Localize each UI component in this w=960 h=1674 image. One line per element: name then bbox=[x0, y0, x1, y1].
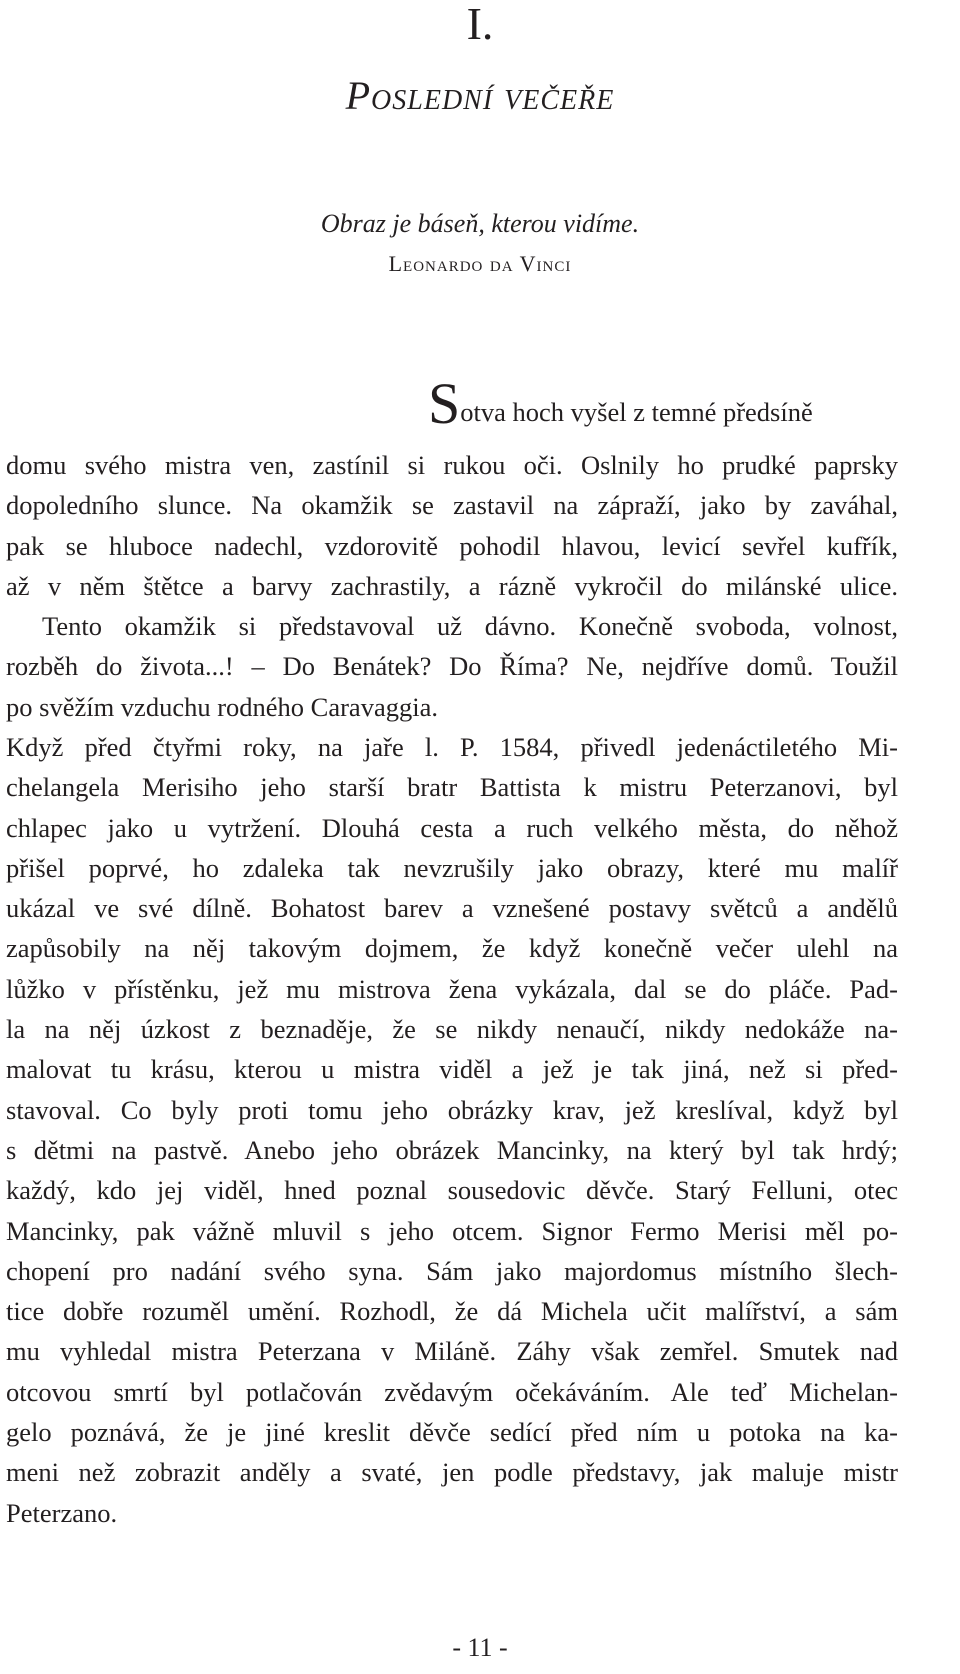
text-line: chopení pro nadání svého syna. Sám jako majordomus místního šlech- bbox=[6, 1255, 898, 1286]
chapter-title: Poslední večeře bbox=[345, 73, 615, 118]
text-line: gelo poznává, že je jiné kreslit děvče sedící před ním u potoka na ka- bbox=[6, 1417, 898, 1448]
epigraph-author: Leonardo da Vinci bbox=[388, 251, 572, 276]
text-line: přišel poprvé, ho zdaleka tak nevzrušily jako obrazy, které mu malíř bbox=[6, 852, 898, 883]
text-line: až v něm štětce a barvy zachrastily, a rázně vykročil do milánské ulice. bbox=[6, 570, 898, 601]
text-line: po svěžím vzduchu rodného Caravaggia. bbox=[6, 691, 438, 722]
page-number: - 11 - bbox=[452, 1633, 508, 1662]
text-line: tice dobře rozuměl umění. Rozhodl, že dá Michela učit malířství, a sám bbox=[6, 1296, 898, 1327]
text-line: Tento okamžik si představoval už dávno. Konečně svoboda, volnost, bbox=[42, 611, 898, 642]
opening-line bbox=[428, 371, 898, 436]
text-line: s dětmi na pastvě. Anebo jeho obrázek Mancinky, na který byl tak hrdý; bbox=[6, 1134, 898, 1165]
text-line: každý, kdo jej viděl, hned poznal sousedovic děvče. Starý Felluni, otec bbox=[6, 1175, 898, 1206]
epigraph bbox=[0, 204, 960, 284]
text-line: malovat tu krásu, kterou u mistra viděl a jež je tak jiná, než si před- bbox=[6, 1054, 898, 1085]
text-line: Peterzano. bbox=[6, 1497, 118, 1528]
text-line: chlapec jako u vytržení. Dlouhá cesta a ruch velkého města, do něhož bbox=[6, 812, 898, 843]
text-line: meni než zobrazit anděly a svaté, jen podle představy, jak maluje mistr bbox=[6, 1457, 898, 1488]
text-line: Když před čtyřmi roky, na jaře l. P. 1584, přivedl jedenáctiletého Mi- bbox=[6, 732, 898, 762]
epigraph-quote: Obraz je báseň, kterou vidíme. bbox=[320, 209, 640, 238]
text-line: mu vyhledal mistra Peterzana v Miláně. Záhy však zemřel. Smutek nad bbox=[6, 1336, 898, 1367]
text-line: ukázal ve své dílně. Bohatost barev a vznešené postavy světců a andělů bbox=[6, 893, 898, 924]
text-line: la na něj úzkost z beznaděje, že se nikdy nenaučí, nikdy nedokáže na- bbox=[6, 1014, 898, 1045]
text-line: Mancinky, pak vážně mluvil s jeho otcem. Signor Fermo Merisi měl po- bbox=[6, 1215, 898, 1246]
text-line: stavoval. Co byly proti tomu jeho obrázky krav, jež kreslíval, když byl bbox=[6, 1094, 898, 1125]
paragraph-2 bbox=[6, 727, 898, 1533]
opening-line-text: otva hoch vyšel z temné předsíně bbox=[460, 397, 813, 427]
text-line: dopoledního slunce. Na okamžik se zastavil na zápraží, jako by zaváhal, bbox=[6, 490, 898, 521]
text-line: otcovou smrtí byl potlačován zvědavým očekáváním. Ale teď Michelan- bbox=[6, 1376, 898, 1407]
text-line: rozběh do života...! – Do Benátek? Do Říma? Ne, nejdříve domů. Toužil bbox=[6, 651, 898, 682]
text-line: pak se hluboce nadechl, vzdorovitě pohodil hlavou, levicí sevřel kufřík, bbox=[6, 530, 898, 561]
text-line: lůžko v přístěnku, jež mu mistrova žena vykázala, dal se do pláče. Pad- bbox=[6, 973, 898, 1004]
paragraph-1 bbox=[6, 445, 898, 727]
drop-cap: S bbox=[428, 371, 461, 436]
text-line: domu svého mistra ven, zastínil si rukou oči. Oslnily ho prudké paprsky bbox=[6, 450, 898, 480]
text-line: zapůsobily na něj takovým dojmem, že když konečně večer ulehl na bbox=[6, 933, 898, 964]
chapter-number: I. bbox=[466, 0, 494, 49]
text-line: chelangela Merisiho jeho starší bratr Battista k mistru Peterzanovi, byl bbox=[6, 772, 898, 803]
